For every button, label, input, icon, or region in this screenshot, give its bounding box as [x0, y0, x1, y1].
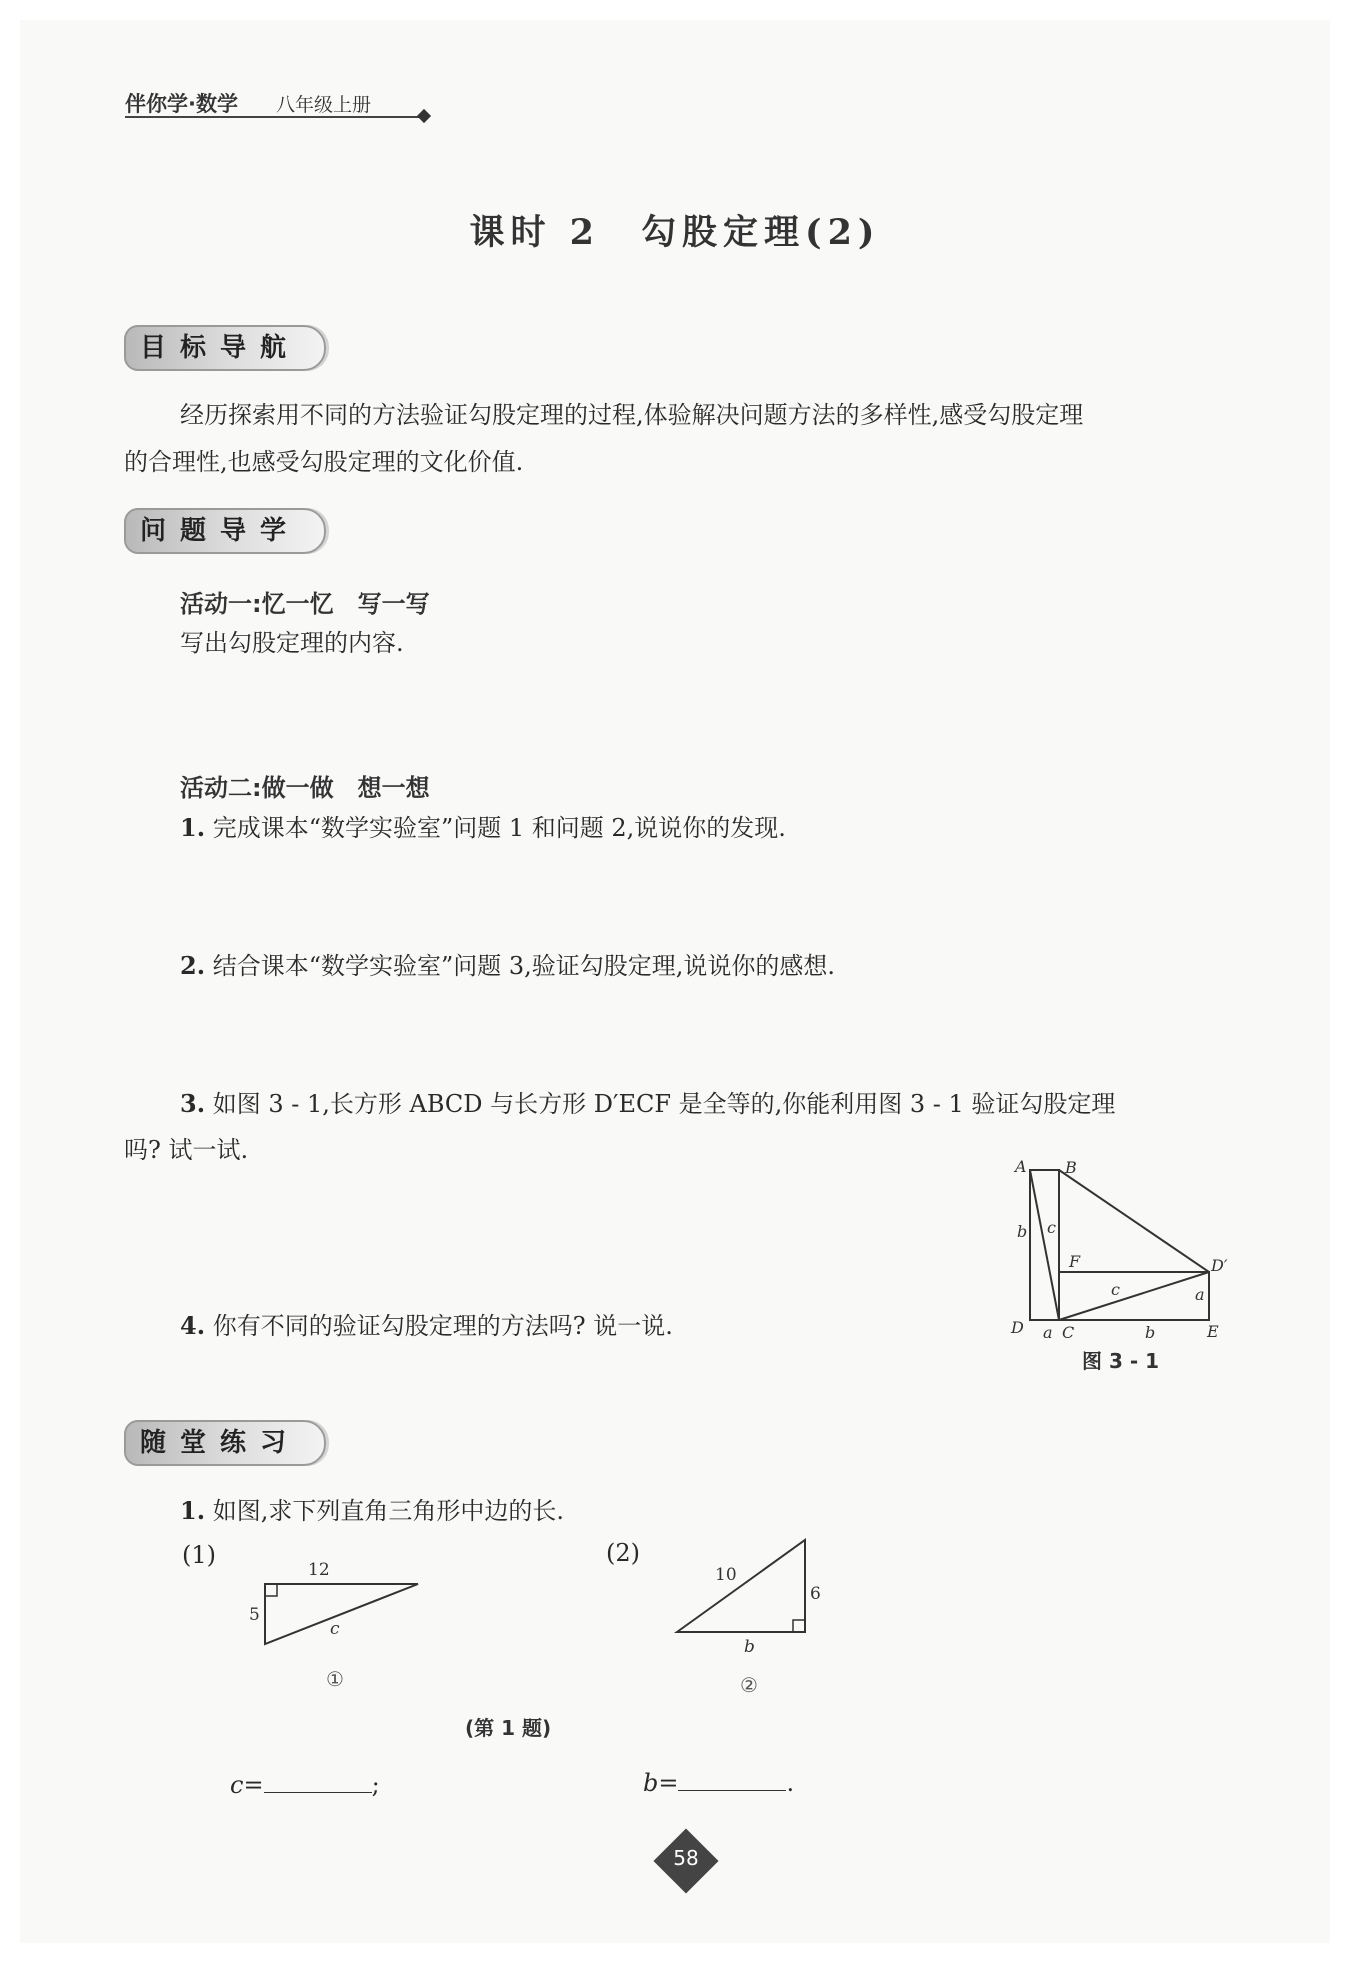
triangle-figure-2 — [660, 1530, 860, 1700]
figure-2-label: (2) — [606, 1539, 640, 1567]
label-c-diagonal: c — [1047, 1218, 1056, 1237]
figure-3-1 — [1005, 1155, 1245, 1340]
question-number: 1. — [180, 1496, 206, 1525]
segment-ac — [1030, 1170, 1059, 1320]
answer-c-blank[interactable] — [264, 1772, 372, 1793]
segment-bdp — [1059, 1170, 1209, 1272]
lesson-title: 课时 2 勾股定理(2) — [469, 212, 881, 253]
side-left-label: 5 — [249, 1605, 260, 1625]
activity2-title: 活动二:做一做 想一想 — [180, 774, 430, 802]
answer-b — [643, 1760, 794, 1807]
practice-question-1 — [180, 1487, 564, 1535]
section-tag-inquiry: 问题导学 — [124, 508, 326, 554]
right-angle-mark-1 — [265, 1584, 277, 1596]
label-c-hyp: c — [1111, 1280, 1120, 1299]
question-text: 如图 3 - 1,长方形 ABCD 与长方形 D′ECF 是全等的,你能利用图 3 - 1 验证勾股定理 — [212, 1090, 1116, 1118]
section-tag-goal: 目标导航 — [124, 325, 326, 371]
activity1-text: 写出勾股定理的内容. — [180, 629, 404, 657]
label-E: E — [1207, 1322, 1219, 1340]
triangle-figure-1 — [240, 1552, 440, 1697]
label-B: B — [1065, 1158, 1077, 1177]
question-text: 你有不同的验证勾股定理的方法吗? 说一说. — [212, 1312, 673, 1340]
grade-label: 八年级上册 — [276, 94, 372, 116]
activity1-title: 活动一:忆一忆 写一写 — [180, 590, 430, 618]
page-number: 58 — [673, 1846, 699, 1870]
header-rule — [125, 116, 425, 118]
hypotenuse-label: c — [330, 1619, 340, 1639]
answer-c-end: ; — [371, 1771, 380, 1799]
question-number: 1. — [180, 813, 206, 842]
segment-cdp — [1059, 1272, 1209, 1320]
question-4 — [180, 1302, 673, 1350]
label-a-right: a — [1195, 1285, 1205, 1304]
answer-b-blank[interactable] — [678, 1770, 786, 1791]
figure-1-label: (1) — [182, 1541, 216, 1569]
label-D-prime: D′ — [1211, 1256, 1228, 1275]
question-number: 2. — [180, 951, 206, 980]
question-2 — [180, 942, 835, 990]
circle-number-2: ② — [740, 1673, 758, 1697]
answer-b-variable: b= — [643, 1769, 679, 1797]
label-F: F — [1069, 1252, 1081, 1271]
right-triangle-2 — [677, 1540, 805, 1632]
right-angle-mark-2 — [793, 1620, 805, 1632]
question-text: 完成课本“数学实验室”问题 1 和问题 2,说说你的发现. — [212, 814, 786, 842]
section-tag-practice: 随堂练习 — [124, 1420, 326, 1466]
question-1 — [180, 804, 786, 852]
question-number: 4. — [180, 1311, 206, 1340]
goal-text-line1: 经历探索用不同的方法验证勾股定理的过程,体验解决问题方法的多样性,感受勾股定理 — [180, 401, 1084, 429]
side-top-label: 12 — [308, 1560, 330, 1580]
question-text: 结合课本“数学实验室”问题 3,验证勾股定理,说说你的感想. — [212, 952, 836, 980]
figure-3-1-caption: 图 3 - 1 — [1082, 1349, 1160, 1373]
side-right-label: 6 — [810, 1584, 821, 1604]
label-b-bottom: b — [1145, 1323, 1156, 1340]
label-D: D — [1011, 1318, 1024, 1337]
right-triangle-1 — [265, 1584, 418, 1644]
question-3-line2: 吗? 试一试. — [124, 1136, 249, 1164]
label-A: A — [1015, 1157, 1027, 1176]
label-b-left: b — [1017, 1222, 1028, 1241]
circle-number-1: ① — [326, 1667, 344, 1691]
answer-b-end: . — [786, 1769, 795, 1797]
answer-c — [230, 1762, 380, 1809]
hypotenuse-label: 10 — [715, 1565, 737, 1585]
question-number: 3. — [180, 1089, 206, 1118]
answer-c-variable: c= — [230, 1771, 264, 1799]
goal-text-line2: 的合理性,也感受勾股定理的文化价值. — [124, 448, 524, 476]
question-3-line1 — [180, 1080, 1115, 1128]
question-text: 如图,求下列直角三角形中边的长. — [212, 1497, 564, 1525]
figures-caption: (第 1 题) — [465, 1716, 552, 1740]
label-C: C — [1062, 1323, 1075, 1340]
label-a-bottom: a — [1043, 1323, 1053, 1340]
book-title: 伴你学·数学 — [125, 92, 238, 116]
side-bottom-label: b — [744, 1637, 755, 1657]
